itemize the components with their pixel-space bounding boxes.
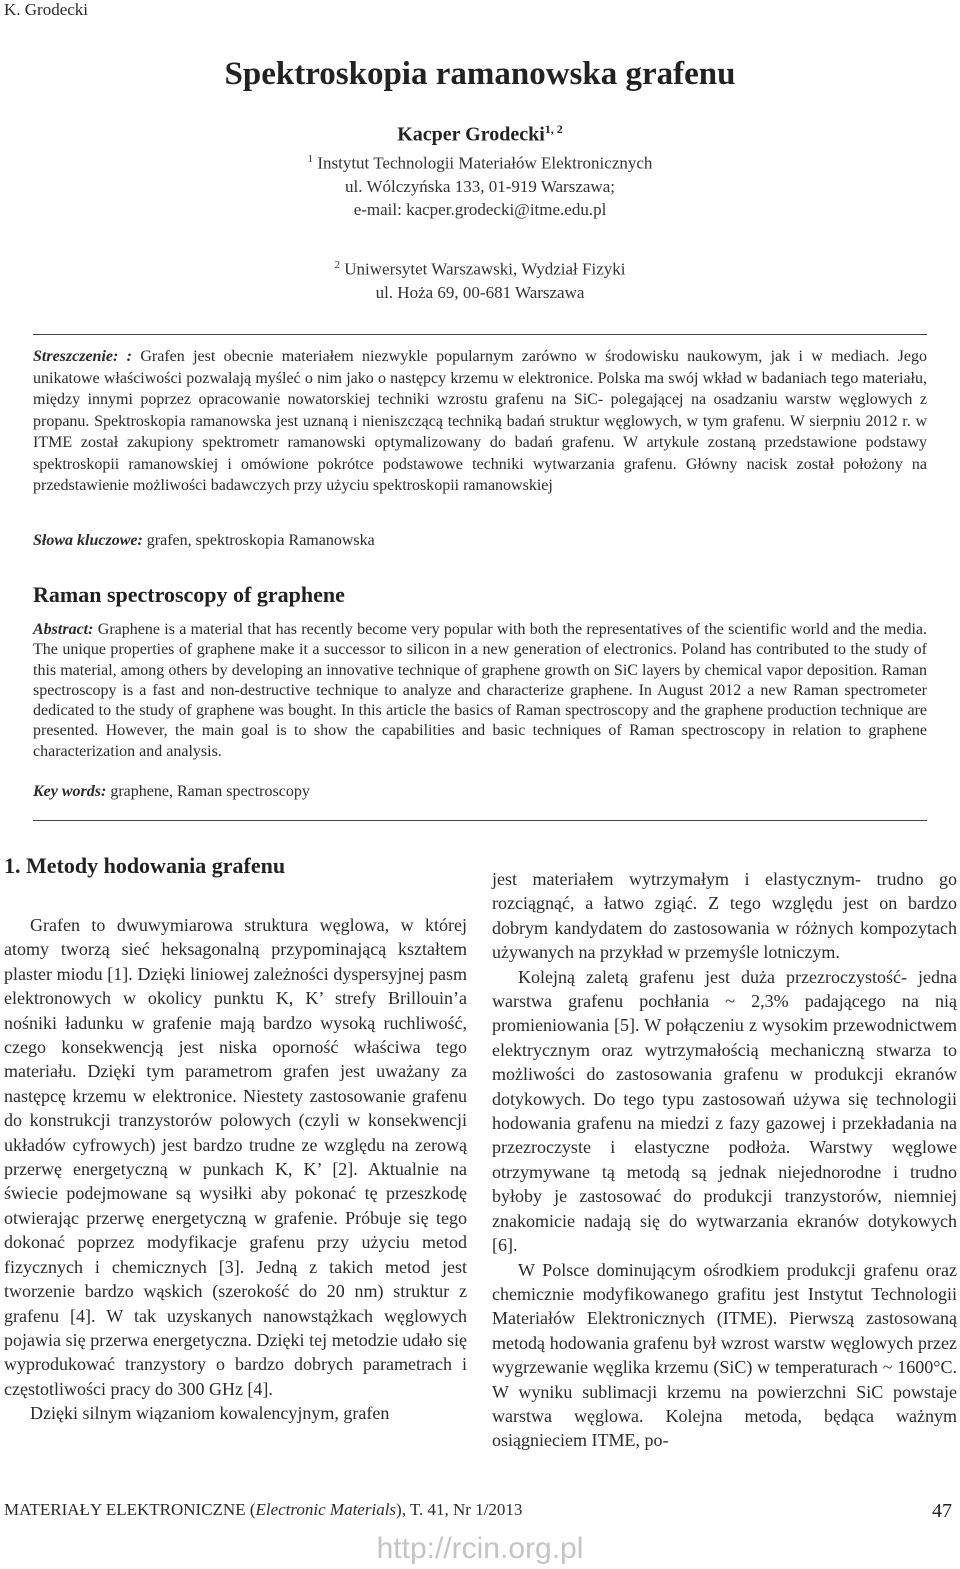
page-number: 47 <box>932 1500 952 1522</box>
affil2-mark: 2 <box>334 259 341 271</box>
affil1-line1: Instytut Technologii Materiałów Elektronicznych <box>317 153 653 173</box>
right-paragraph: jest materiałem wytrzymałym i elastycznym- trudno go rozciągnąć, a łatwo zgiąć. Z tego względu jest on bardzo dobrym kandydatem do zastosowania w różnych kompozytach używanych na przykład w przemyśle lotniczym. <box>492 869 957 963</box>
footer-journal-pre: MATERIAŁY ELEKTRONICZNE ( <box>4 1500 256 1519</box>
abstract-pl-label: Streszczenie: : <box>33 348 132 365</box>
abstract-en-label: Abstract: <box>33 621 94 638</box>
source-watermark: http://rcin.org.pl <box>376 1532 584 1565</box>
journal-footer <box>4 1500 522 1520</box>
top-divider <box>33 334 927 335</box>
abstract-en <box>33 620 927 762</box>
left-paragraph: Dzięki silnym wiązaniom kowalencyjnym, grafen <box>30 1403 390 1424</box>
keywords-en-text: graphene, Raman spectroscopy <box>110 783 310 800</box>
affil1-mark: 1 <box>307 153 314 165</box>
right-paragraph: Kolejną zaletą grafenu jest duża przezroczystość- jedna warstwa grafenu pochłania ~ 2,3% padającego na nią promieniowania [5]. W połączeniu z wysokim przewodnictwem elektrycznym oraz wytrzymałością mechaniczną stwarza to możliwości do zastosowania grafenu w produkcji ekranów dotykowych. Do tego typu zastosowań używa się technologii hodowania grafenu na miedzi z fazy gazowej i przekładania na przezroczyste i elastyczne podłoża. Warstwy węglowe otrzymywane tą metodą są jednak niejednorodne i trudno byłoby je zastosować do produkcji tranzystorów, niemniej znakomicie nadają się do wytwarzania ekranów dotykowych [6]. <box>492 966 957 1256</box>
keywords-pl-label: Słowa kluczowe: <box>33 532 143 549</box>
keywords-pl <box>33 532 375 550</box>
affil1-email: e-mail: kacper.grodecki@itme.edu.pl <box>353 199 607 219</box>
abstract-en-text: Graphene is a material that has recently become very popular with both the representatives of the scientific world and the media. The unique properties of graphene make it a successor to silicon in a new generation of electronics. Poland has contributed to the study of this material, among others by developing an innovative technique of graphene growth on SiC layers by chemical vapor deposition. Raman spectroscopy is a fast and non-destructive technique to analyze and characterize graphene. In August 2012 a new Raman spectrometer dedicated to the study of graphene was bought. In this article the basics of Raman spectroscopy and the graphene production technique are presented. However, the main goal is to show the capabilities and basic techniques of Raman spectroscopy in relation to graphene characterization and analysis. <box>33 621 928 760</box>
author <box>0 122 960 147</box>
keywords-en <box>33 783 310 801</box>
affil2-line1: Uniwersytet Warszawski, Wydział Fizyki <box>344 259 626 279</box>
english-title: Raman spectroscopy of graphene <box>33 582 345 607</box>
abstract-pl <box>33 346 927 497</box>
body-column-left <box>4 913 467 1426</box>
keywords-en-label: Key words: <box>33 783 107 800</box>
affil1-line2: ul. Wólczyńska 133, 01-919 Warszawa; <box>345 176 615 196</box>
affiliation-2 <box>0 254 960 304</box>
section-divider <box>33 820 927 821</box>
footer-journal-en: Electronic Materials <box>255 1500 397 1519</box>
affil2-line2: ul. Hoża 69, 00-681 Warszawa <box>375 282 585 302</box>
abstract-pl-text: Grafen jest obecnie materiałem niezwykle popularnym zarówno w środowisku naukowym, jak i w mediach. Jego unikatowe właściwości pozwalają myśleć o nim jako o następcy krzemu w elektronice. Polska ma swój wkład w badaniach tego materiału, między innymi poprzez opracowanie nowatorskiej techniki wzrostu grafenu na SiC- polegającej na osadzaniu warstw węglowych z propanu. Spektroskopia ramanowska jest uznaną i nieniszczącą techniką badań struktur węglowych, w tym grafenu. W sierpniu 2012 r. w ITME został zakupiony spektrometr ramanowski optymalizowany do badań grafenu. W artykule zostaną przedstawione podstawy spektroskopii ramanowskiej i omówione pokrótce podstawowe techniki wytwarzania grafenu. Główny nacisk został położony na przedstawienie możliwości badawczych przy użyciu spektroskopii ramanowskiej <box>33 348 928 494</box>
author-affil-marks: 1, 2 <box>544 122 563 136</box>
keywords-pl-text: grafen, spektroskopia Ramanowska <box>146 532 375 549</box>
body-column-right <box>492 867 957 1453</box>
footer-journal-post: ), T. 41, Nr 1/2013 <box>396 1500 523 1519</box>
paper-title: Spektroskopia ramanowska grafenu <box>224 56 736 92</box>
right-paragraph: W Polsce dominującym ośrodkiem produkcji grafenu oraz chemicznie modyfikowanego grafitu jest Instytut Technologii Materiałów Elektronicznych (ITME). Pierwszą zastosowaną metodą hodowania grafenu był wzrost warstw węglowych przez wygrzewanie węglika krzemu (SiC) w temperaturach ~ 1600°C. W wyniku sublimacji krzemu na powierzchni SiC powstaje warstwa węglowa. Kolejna metoda, będąca ważnym osiągnieciem ITME, po- <box>492 1259 957 1451</box>
left-paragraph: Grafen to dwuwymiarowa struktura węglowa, w której atomy tworzą sieć heksagonalną przypominającą kształtem plaster miodu [1]. Dzięki liniowej zależności dyspersyjnej pasm elektronowych w okolicy punktu K, K’ strefy Brillouin’a nośniki ładunku w grafenie mają bardzo wysoką ruchliwość, czego konsekwencją jest niska oporność właściwa tego materiału. Dzięki tym parametrom grafen jest uważany za następcę krzemu w elektronice. Niestety zastosowanie grafenu do konstrukcji tranzystorów polowych (czyli w konsekwencji układów cyfrowych) jest bardzo trudne ze względu na zerową przerwę energetyczną w punkach K, K’ [2]. Aktualnie na świecie podejmowane są wysiłki aby pokonać tę przeszkodę otwierając przerwę energetyczną w grafenie. Próbuje się tego dokonać poprzez modyfikacje grafenu przy użyciu metod fizycznych i chemicznych [3]. Jedną z takich metod jest tworzenie bardzo wąskich (szerokość do 20 nm) struktur z grafenu [4]. W tak uzyskanych nanowstążkach węglowych pojawia się przerwa energetyczna. Dzięki tej metodzie udało się wyprodukować tranzystory o bardzo dobrych parametrach i częstotliwości pracy do 300 GHz [4]. <box>4 915 467 1399</box>
section-heading: 1. Metody hodowania grafenu <box>4 853 286 878</box>
affiliation-1 <box>0 148 960 221</box>
running-header: K. Grodecki <box>4 0 89 19</box>
author-name: Kacper Grodecki <box>397 123 545 146</box>
